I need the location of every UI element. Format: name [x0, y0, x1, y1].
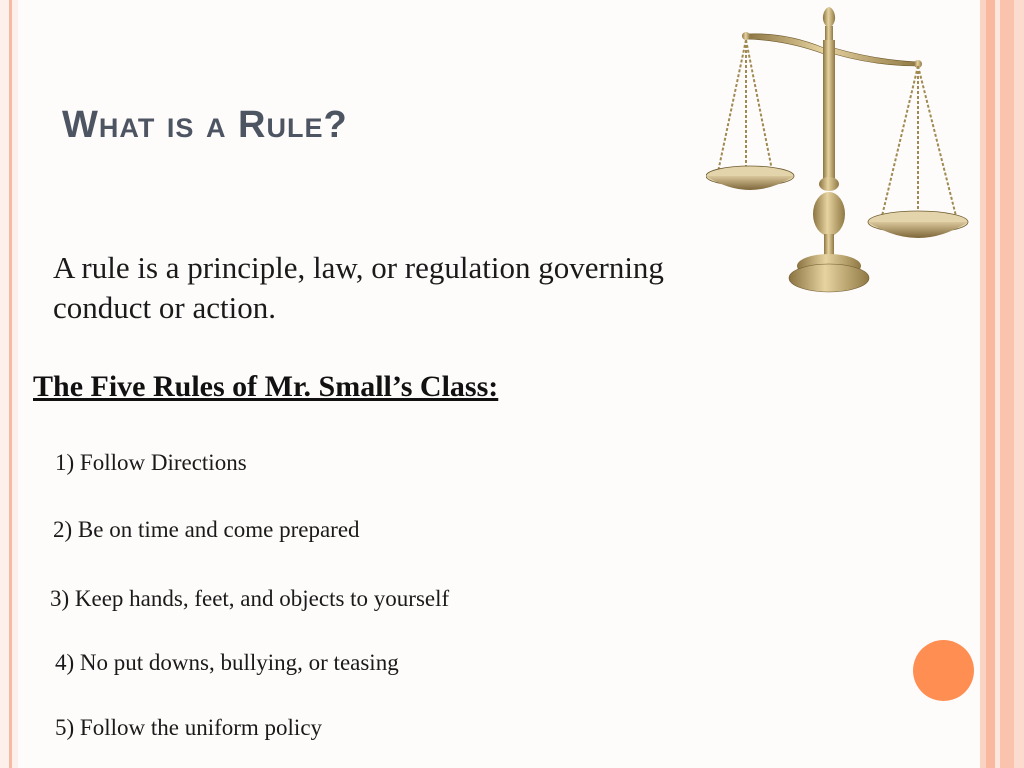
- list-item: 5) Follow the uniform policy: [55, 715, 323, 740]
- left-border-line: [9, 0, 12, 768]
- accent-circle: [913, 640, 974, 701]
- balance-scale-icon: [706, 4, 972, 300]
- slide-title: What is a Rule?: [62, 104, 348, 146]
- rules-heading: The Five Rules of Mr. Small’s Class:: [33, 370, 499, 403]
- right-stripe: [986, 0, 995, 768]
- list-item: 2) Be on time and come prepared: [53, 517, 360, 542]
- right-stripe: [1014, 0, 1024, 768]
- list-item: 3) Keep hands, feet, and objects to yourself: [50, 586, 450, 611]
- rule-definition: A rule is a principle, law, or regulation governing conduct or action.: [53, 250, 664, 325]
- right-stripe: [1000, 0, 1014, 768]
- list-item: 4) No put downs, bullying, or teasing: [55, 650, 399, 675]
- list-item: 1) Follow Directions: [55, 450, 247, 475]
